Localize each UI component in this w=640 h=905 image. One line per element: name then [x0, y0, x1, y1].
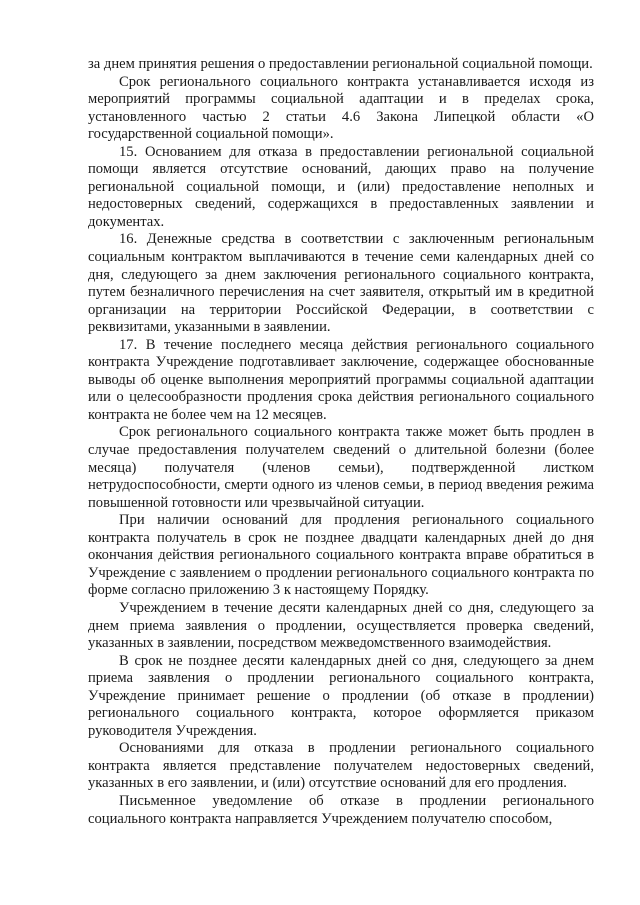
paragraph-continuation: за днем принятия решения о предоставлении региональной социальной помощи.: [88, 56, 593, 72]
paragraph-contract-term: Срок регионального социального контракта устанавливается исходя из мероприятий программы социальной адаптации и в пределах срока, установленного частью 2 статьи 4.6 Закона Липецкой области «О государственной социальной помощи».: [88, 73, 594, 143]
document-body: [88, 56, 594, 828]
paragraph-decision: В срок не позднее десяти календарных дней со дня, следующего за днем приема заявления о продлении регионального социального контракта, Учреждение принимает решение о продлении (об отказе в продлении) регионального социального контракта, которое оформляется приказом руководителя Учреждения.: [88, 652, 594, 739]
paragraph-verification: Учреждением в течение десяти календарных дней со дня, следующего за днем приема заявления о продлении, осуществляется проверка сведений, указанных в заявлении, посредством межведомственного взаимодействия.: [88, 599, 594, 652]
paragraph-15-refusal-grounds: 15. Основанием для отказа в предоставлении региональной социальной помощи является отсутствие оснований, дающих право на получение региональной социальной помощи, и (или) предоставление неполных и недостоверных сведений, содержащихся в предоставленных заявлении и документах.: [88, 143, 594, 230]
paragraph-extension-application: При наличии оснований для продления регионального социального контракта получатель в срок не позднее двадцати календарных дней до дня окончания действия регионального социального контракта вправе обратиться в Учреждение с заявлением о продлении регионального социального контракта по форме согласно приложению 3 к настоящему Порядку.: [88, 512, 594, 599]
paragraph-16-payment: 16. Денежные средства в соответствии с заключенным региональным социальным контрактом выплачиваются в течение семи календарных дней со дня, следующего за днем заключения регионального социального контракта, путем безналичного перечисления на счет заявителя, открытый им в кредитной организации на территории Российской Федерации, в соответствии с реквизитами, указанными в заявлении.: [88, 231, 594, 336]
paragraph-refusal-notice: Письменное уведомление об отказе в продлении регионального социального контракта направляется Учреждением получателю способом,: [88, 792, 594, 827]
paragraph-extension-illness: Срок регионального социального контракта также может быть продлен в случае предоставления получателем сведений о длительной болезни (более месяца) получателя (членов семьи), подтвержденной листком нетрудоспособности, смерти одного из членов семьи, в период введения режима повышенной готовности или чрезвычайной ситуации.: [88, 424, 594, 511]
paragraph-17-conclusion: 17. В течение последнего месяца действия регионального социального контракта Учреждение подготавливает заключение, содержащее обоснованные выводы об оценке выполнения мероприятий программы социальной адаптации или о целесообразности продления срока действия регионального социального контракта не более чем на 12 месяцев.: [88, 336, 594, 423]
paragraph-extension-refusal-grounds: Основаниями для отказа в продлении регионального социального контракта является представление получателем недостоверных сведений, указанных в его заявлении, и (или) отсутствие оснований для его продления.: [88, 740, 594, 792]
